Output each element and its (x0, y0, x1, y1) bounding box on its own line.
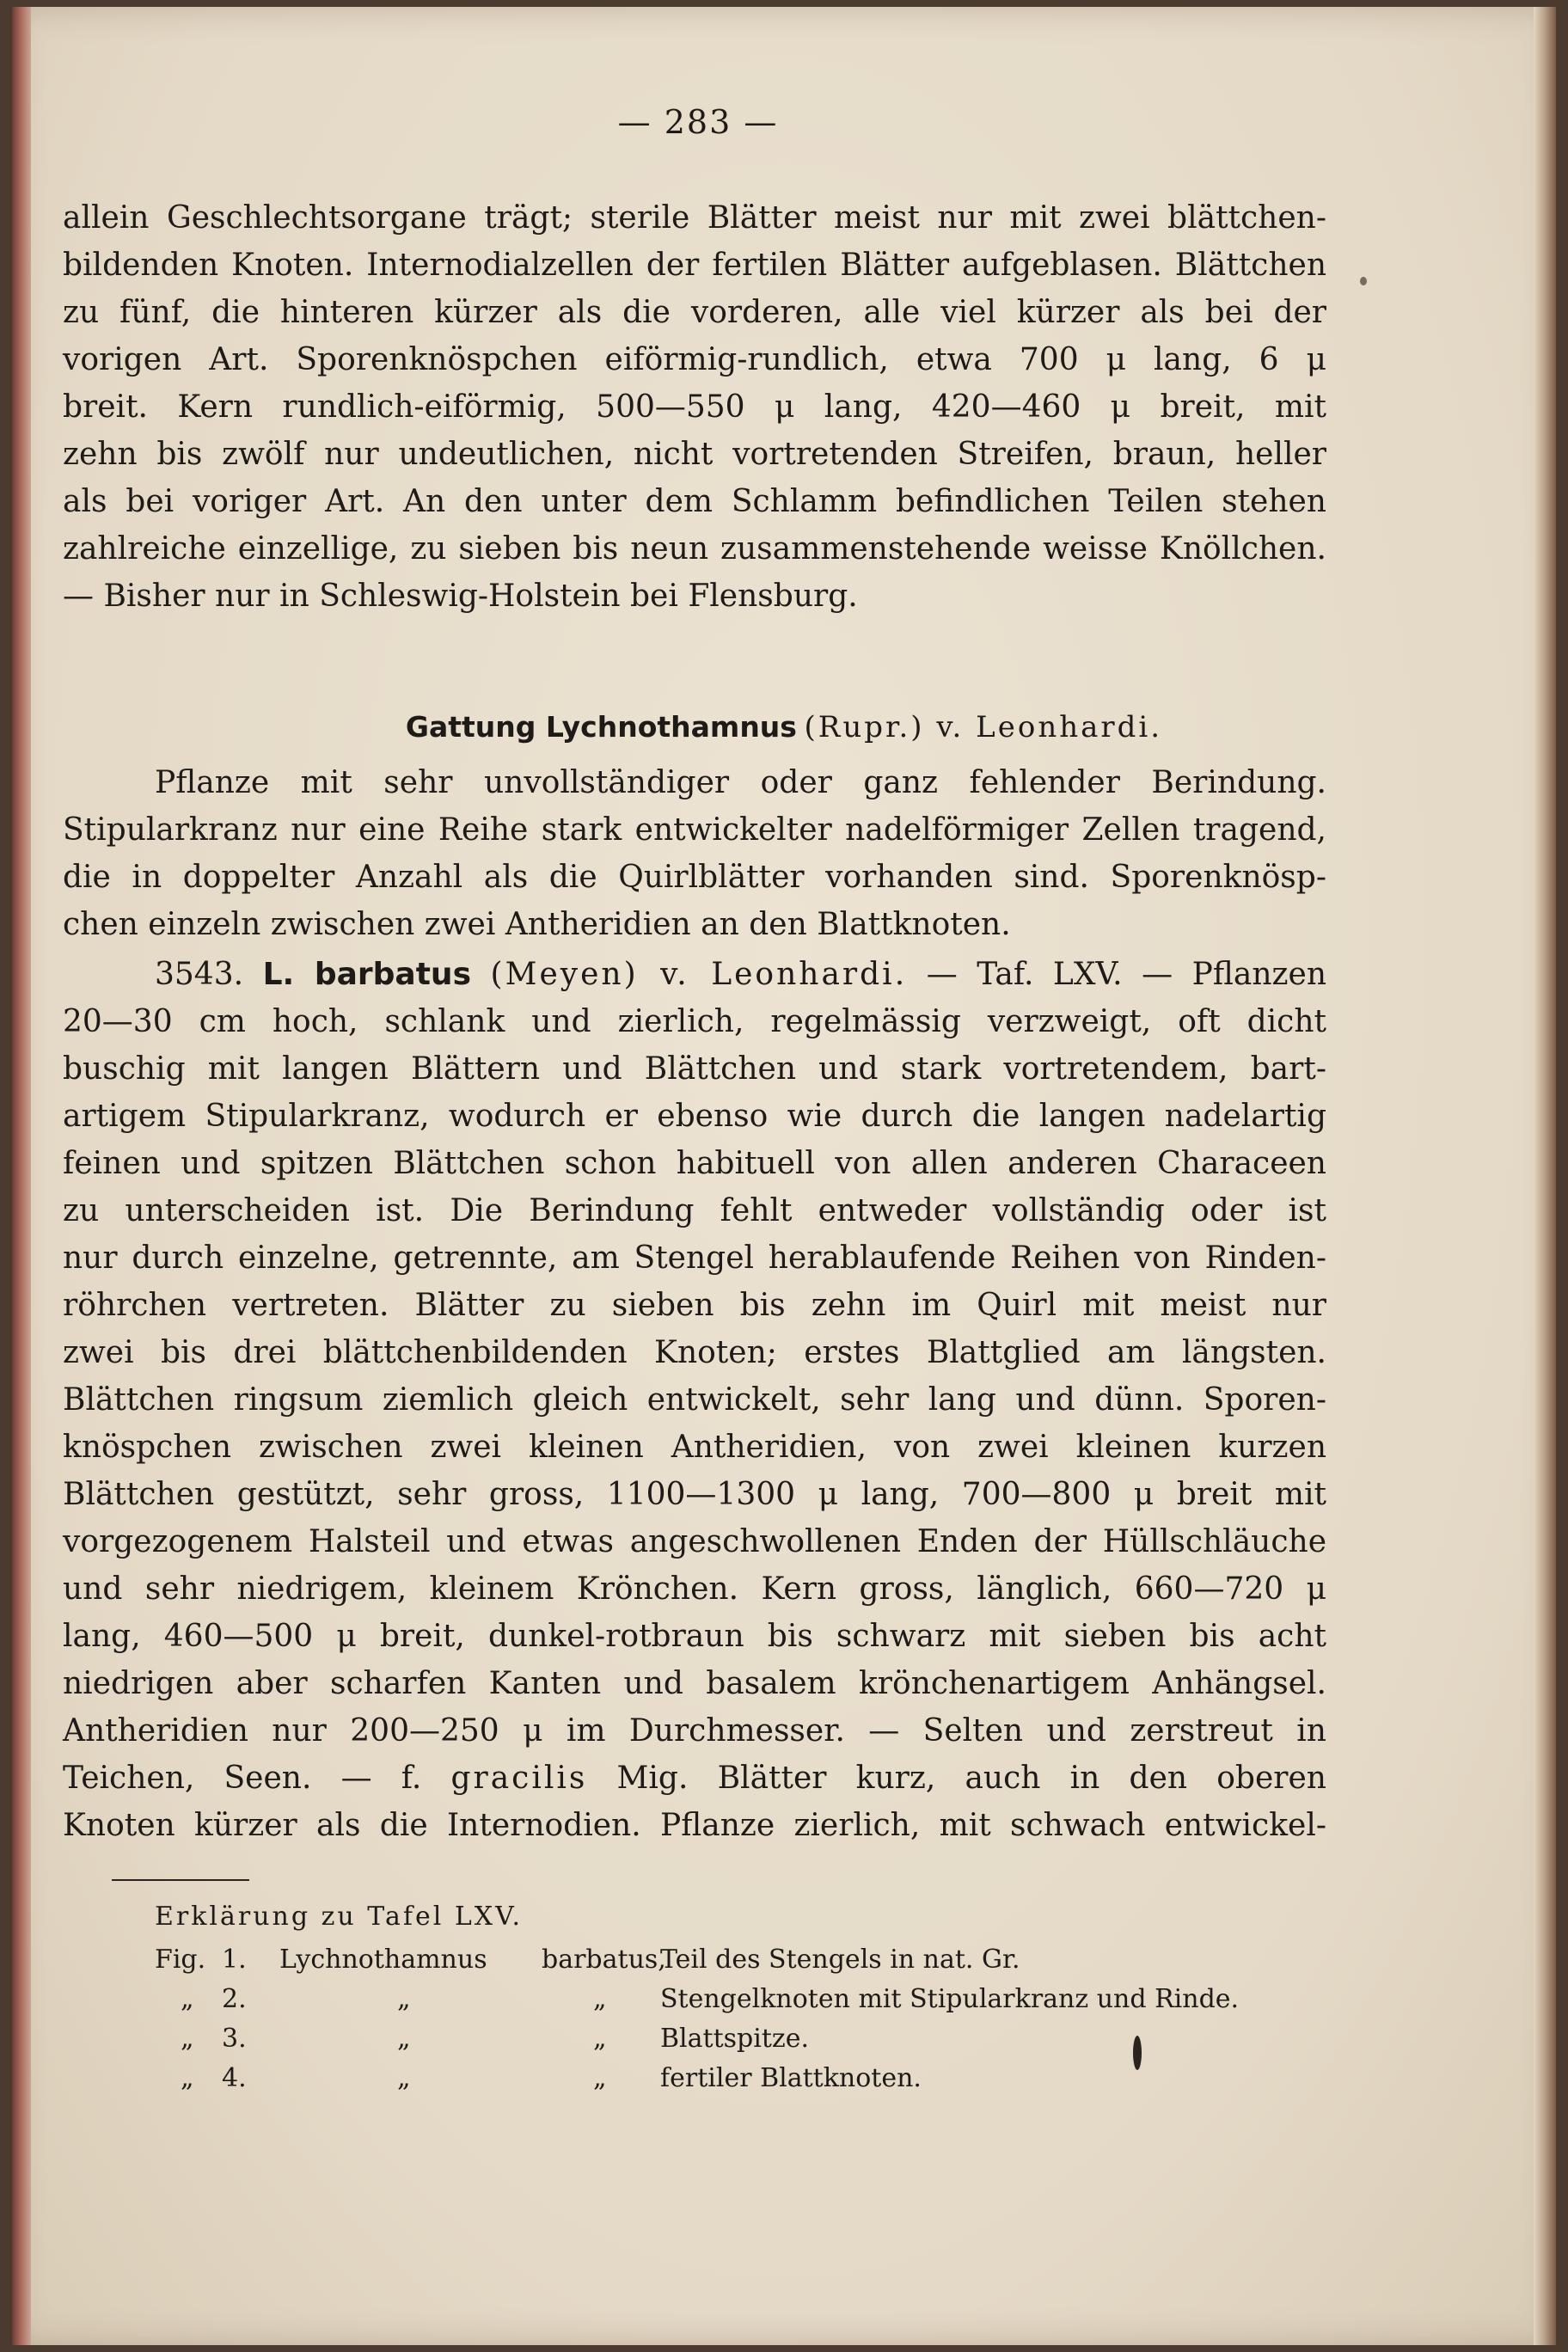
paragraph-line: Stipularkranz nur eine Reihe stark entwickelter nadelförmiger Zellen tragend, (63, 812, 1326, 848)
paragraph-line: vorigen Art. Sporenknöspchen eiförmig-rundlich, etwa 700 μ lang, 6 μ (63, 342, 1326, 377)
species-number: 3543. (155, 957, 244, 992)
caption-ditto-mark: „ (397, 2063, 411, 2093)
caption-genus: Lychnothamnus (279, 1945, 487, 1975)
paragraph-line: zu unterscheiden ist. Die Berindung fehlt entweder vollständig oder ist (63, 1193, 1326, 1228)
caption-description: Teil des Stengels in nat. Gr. (660, 1945, 1020, 1975)
caption-ditto-mark: „ (593, 2024, 607, 2054)
genus-author: (Rupr.) v. Leonhardi. (804, 710, 1163, 744)
paragraph-line (63, 1760, 1326, 1798)
caption-ditto-mark: „ (397, 1984, 411, 2014)
caption-ditto-mark: „ (593, 2063, 607, 2093)
ink-speck (1360, 277, 1367, 285)
paragraph-line: Blättchen ringsum ziemlich gleich entwickelt, sehr lang und dünn. Sporen- (63, 1382, 1326, 1418)
caption-fig-number: 4. (222, 2063, 247, 2093)
caption-fig-number: 2. (222, 1984, 247, 2014)
paragraph-line: chen einzeln zwischen zwei Antheridien an den Blattknoten. (63, 907, 1011, 942)
paragraph-line: bildenden Knoten. Internodialzellen der fertilen Blätter aufgeblasen. Blättchen (63, 248, 1326, 283)
paragraph-line: als bei voriger Art. An den unter dem Schlamm befindlichen Teilen stehen (63, 484, 1326, 519)
paragraph-line: zu fünf, die hinteren kürzer als die vorderen, alle viel kürzer als bei der (63, 295, 1326, 330)
caption-fig-label: „ (181, 1984, 194, 2014)
caption-description: fertiler Blattknoten. (660, 2063, 922, 2093)
paragraph-line: — Bisher nur in Schleswig-Holstein bei Flensburg. (63, 579, 858, 614)
caption-fig-label: Fig. (155, 1945, 206, 1975)
paragraph-line: breit. Kern rundlich-eiförmig, 500—550 μ lang, 420—460 μ breit, mit (63, 389, 1326, 425)
caption-fig-label: „ (181, 2063, 194, 2093)
page-left-edge (12, 7, 31, 2345)
gracilis-before: Teichen, Seen. — f. (63, 1761, 422, 1796)
genus-name: Gattung Lychnothamnus (405, 710, 797, 744)
species-line (155, 956, 1326, 994)
paragraph-line: lang, 460—500 μ breit, dunkel-rotbraun bis schwarz mit sieben bis acht (63, 1619, 1326, 1654)
paragraph-line: buschig mit langen Blättern und Blättchen und stark vortretendem, bart- (63, 1051, 1326, 1087)
page-right-edge (1534, 7, 1556, 2345)
paragraph-line: röhrchen vertreten. Blätter zu sieben bis zehn im Quirl mit meist nur (63, 1288, 1326, 1323)
paragraph-line: Pflanze mit sehr unvollständiger oder ganz fehlender Berindung. (155, 765, 1326, 800)
form-gracilis: gracilis (450, 1761, 588, 1796)
caption-fig-label: „ (181, 2024, 194, 2054)
paragraph-line: zahlreiche einzellige, zu sieben bis neun zusammenstehende weisse Knöllchen. (63, 531, 1326, 567)
paragraph-line: allein Geschlechtsorgane trägt; sterile Blätter meist nur mit zwei blättchen- (63, 200, 1326, 236)
paragraph-line: Antheridien nur 200—250 μ im Durchmesser. — Selten und zerstreut in (63, 1713, 1326, 1749)
caption-species: barbatus, (542, 1945, 666, 1975)
paragraph-line: nur durch einzelne, getrennte, am Stengel herablaufende Reihen von Rinden- (63, 1240, 1326, 1276)
paragraph-line: knöspchen zwischen zwei kleinen Antheridien, von zwei kleinen kurzen (63, 1430, 1326, 1465)
caption-fig-number: 3. (222, 2024, 247, 2054)
caption-ditto-mark: „ (397, 2024, 411, 2054)
genus-heading (0, 710, 1568, 744)
paragraph-line: zehn bis zwölf nur undeutlichen, nicht vortretenden Streifen, braun, heller (63, 437, 1326, 472)
page-number: — 283 — (617, 103, 779, 141)
paragraph-line: die in doppelter Anzahl als die Quirlblätter vorhanden sind. Sporenknösp- (63, 860, 1326, 895)
caption-description: Stengelknoten mit Stipularkranz und Rinde. (660, 1984, 1240, 2014)
paragraph-line: niedrigen aber scharfen Kanten und basalem krönchenartigem Anhängsel. (63, 1666, 1326, 1701)
paragraph-line: vorgezogenem Halsteil und etwas angeschwollenen Enden der Hüllschläuche (63, 1524, 1326, 1559)
paragraph-line: und sehr niedrigem, kleinem Krönchen. Kern gross, länglich, 660—720 μ (63, 1571, 1326, 1607)
paragraph-line: Blättchen gestützt, sehr gross, 1100—1300 μ lang, 700—800 μ breit mit (63, 1477, 1326, 1512)
species-plate-ref: — Taf. LXV. — Pflanzen (926, 957, 1327, 992)
plate-caption-title: Erklärung zu Tafel LXV. (155, 1902, 524, 1932)
paragraph-line: zwei bis drei blättchenbildenden Knoten; erstes Blattglied am längsten. (63, 1335, 1326, 1370)
caption-ditto-mark: „ (593, 1984, 607, 2014)
species-name: L. barbatus (262, 957, 471, 992)
paragraph-line: feinen und spitzen Blättchen schon habituell von allen anderen Characeen (63, 1146, 1326, 1181)
caption-description: Blattspitze. (660, 2024, 809, 2054)
paragraph-line: Knoten kürzer als die Internodien. Pflanze zierlich, mit schwach entwickel- (63, 1808, 1326, 1843)
gracilis-after: Mig. Blätter kurz, auch in den oberen (616, 1761, 1326, 1796)
paragraph-line: artigem Stipularkranz, wodurch er ebenso wie durch die langen nadelartig (63, 1099, 1326, 1134)
species-author: (Meyen) v. Leonhardi. (490, 957, 908, 992)
ink-speck (1133, 2036, 1142, 2070)
caption-fig-number: 1. (222, 1945, 247, 1975)
footnote-rule (112, 1879, 249, 1881)
paragraph-line: 20—30 cm hoch, schlank und zierlich, regelmässig verzweigt, oft dicht (63, 1004, 1326, 1039)
